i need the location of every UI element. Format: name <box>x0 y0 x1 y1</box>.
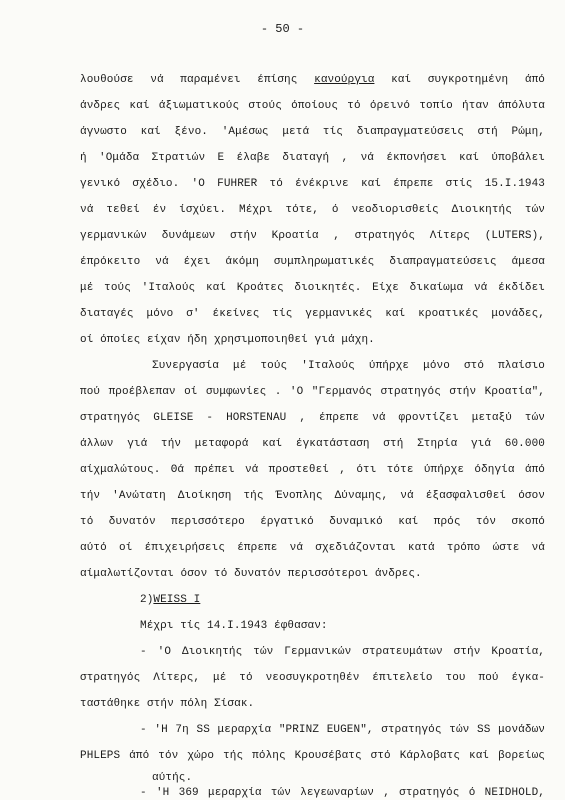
underlined-word: κανούργια <box>314 74 375 86</box>
section-heading: 2)WEISS I <box>140 594 201 606</box>
text-line: άγνωστο καί ξένο. 'Αμέσως μετά τίς διαπραγματεύσεις στή Ρώμη, <box>80 126 545 138</box>
text-line: Συνεργασία μέ τούς 'Ιταλούς ύπήρχε μόνο στό πλαίσιο <box>152 360 545 372</box>
text-line: άνδρες καί άξιωματικούς στούς όποίους τό όρεινό τοπίο ήταν άπόλυτα <box>80 100 545 112</box>
text-line: άλλων γιά τήν μεταφορά καί έγκατάσταση στή Στηρία γιά 60.000 <box>80 438 545 450</box>
text-line: λουθούσε νά παραμένει έπίσης κανούργια καί συγκροτημένη άπό <box>80 74 546 86</box>
text-line: αίμαλωτίζονται όσον τό δυνατόν περισσότεροι άνδρες. <box>80 568 422 580</box>
list-item-cont: ταστάθηκε στήν πόλη Σίσακ. <box>80 698 255 710</box>
text-line: έπρόκειτο νά έχει άκόμη συμπληρωματικές διαπραγματεύσεις άμεσα <box>80 256 545 268</box>
text-line: αίχμαλώτους. Θά πρέπει νά προστεθεί , ότι τότε ύπήρχε όδηγία άπό <box>80 464 545 476</box>
list-item-cont: PHLEPS άπό τόν χώρο τής πόλης Κρουσέβατς στό Κάρλοβατς καί βορείως <box>80 750 545 762</box>
text-line: στρατηγός GLEISE - HORSTENAU , έπρεπε νά φροντίζει μεταξύ τών <box>80 412 545 424</box>
intro-line: Μέχρι τίς 14.Ι.1943 έφθασαν: <box>140 620 328 632</box>
list-item: - 'Η 369 μεραρχία τών λεγεωναρίων , στρατηγός ό NEIDHOLD, <box>140 787 545 799</box>
text-line: αύτό οί έπιχειρήσεις έπρεπε νά σχεδιάζονται κατά τρόπο ώστε νά <box>80 542 545 554</box>
list-item: - 'Ο Διοικητής τών Γερμανικών στρατευμάτων στήν Κροατία, <box>140 646 545 658</box>
text-line: νά τεθεί έν ίσχύει. Μέχρι τότε, ό νεοδιορισθείς Διοικητής τών <box>80 204 545 216</box>
list-item: - 'Η 7η SS μεραρχία "PRINZ EUGEN", στρατηγός τών SS μονάδων <box>140 724 545 736</box>
text-line: μέ τούς 'Ιταλούς καί Κροάτες διοικητές. Είχε δικαίωμα νά έκδίδει <box>80 282 545 294</box>
list-item-cont: αύτής. <box>152 772 193 784</box>
text-line: ή 'Ομάδα Στρατιών Ε έλαβε διαταγή , νά έκπονήσει καί ύποβάλει <box>80 152 545 164</box>
text-line: διαταγές μόνο σ' έκείνες τίς γερμανικές καί κροατικές μονάδες, <box>80 308 545 320</box>
section-title: WEISS I <box>153 594 201 606</box>
list-item-cont: στρατηγός Λίτερς, μέ τό νεοσυγκροτηθέν έπιτελείο του πού έγκα- <box>80 672 545 684</box>
text-line: τό δυνατόν περισσότερο έργατικό δυναμικό καί πρός τόν σκοπό <box>80 516 545 528</box>
text-line: πού προέβλεπαν οί συμφωνίες . 'Ο "Γερμανός στρατηγός στήν Κροατία", <box>80 386 545 398</box>
text-line: γερμανικών δυνάμεων στήν Κροατία , στρατηγός Λίτερς (LUTERS), <box>80 230 545 242</box>
page-number: - 50 - <box>260 22 305 36</box>
text-line: τήν 'Ανώτατη Διοίκηση τής Ένοπλης Δύναμης, νά έξασφαλισθεί όσον <box>80 490 545 502</box>
text-line: οί όποίες είχαν ήδη χρησιμοποιηθεί γιά μάχη. <box>80 334 375 346</box>
text-line: γενικό σχέδιο. 'Ο FUHRER τό ένέκρινε καί έπρεπε στίς 15.Ι.1943 <box>80 178 545 190</box>
